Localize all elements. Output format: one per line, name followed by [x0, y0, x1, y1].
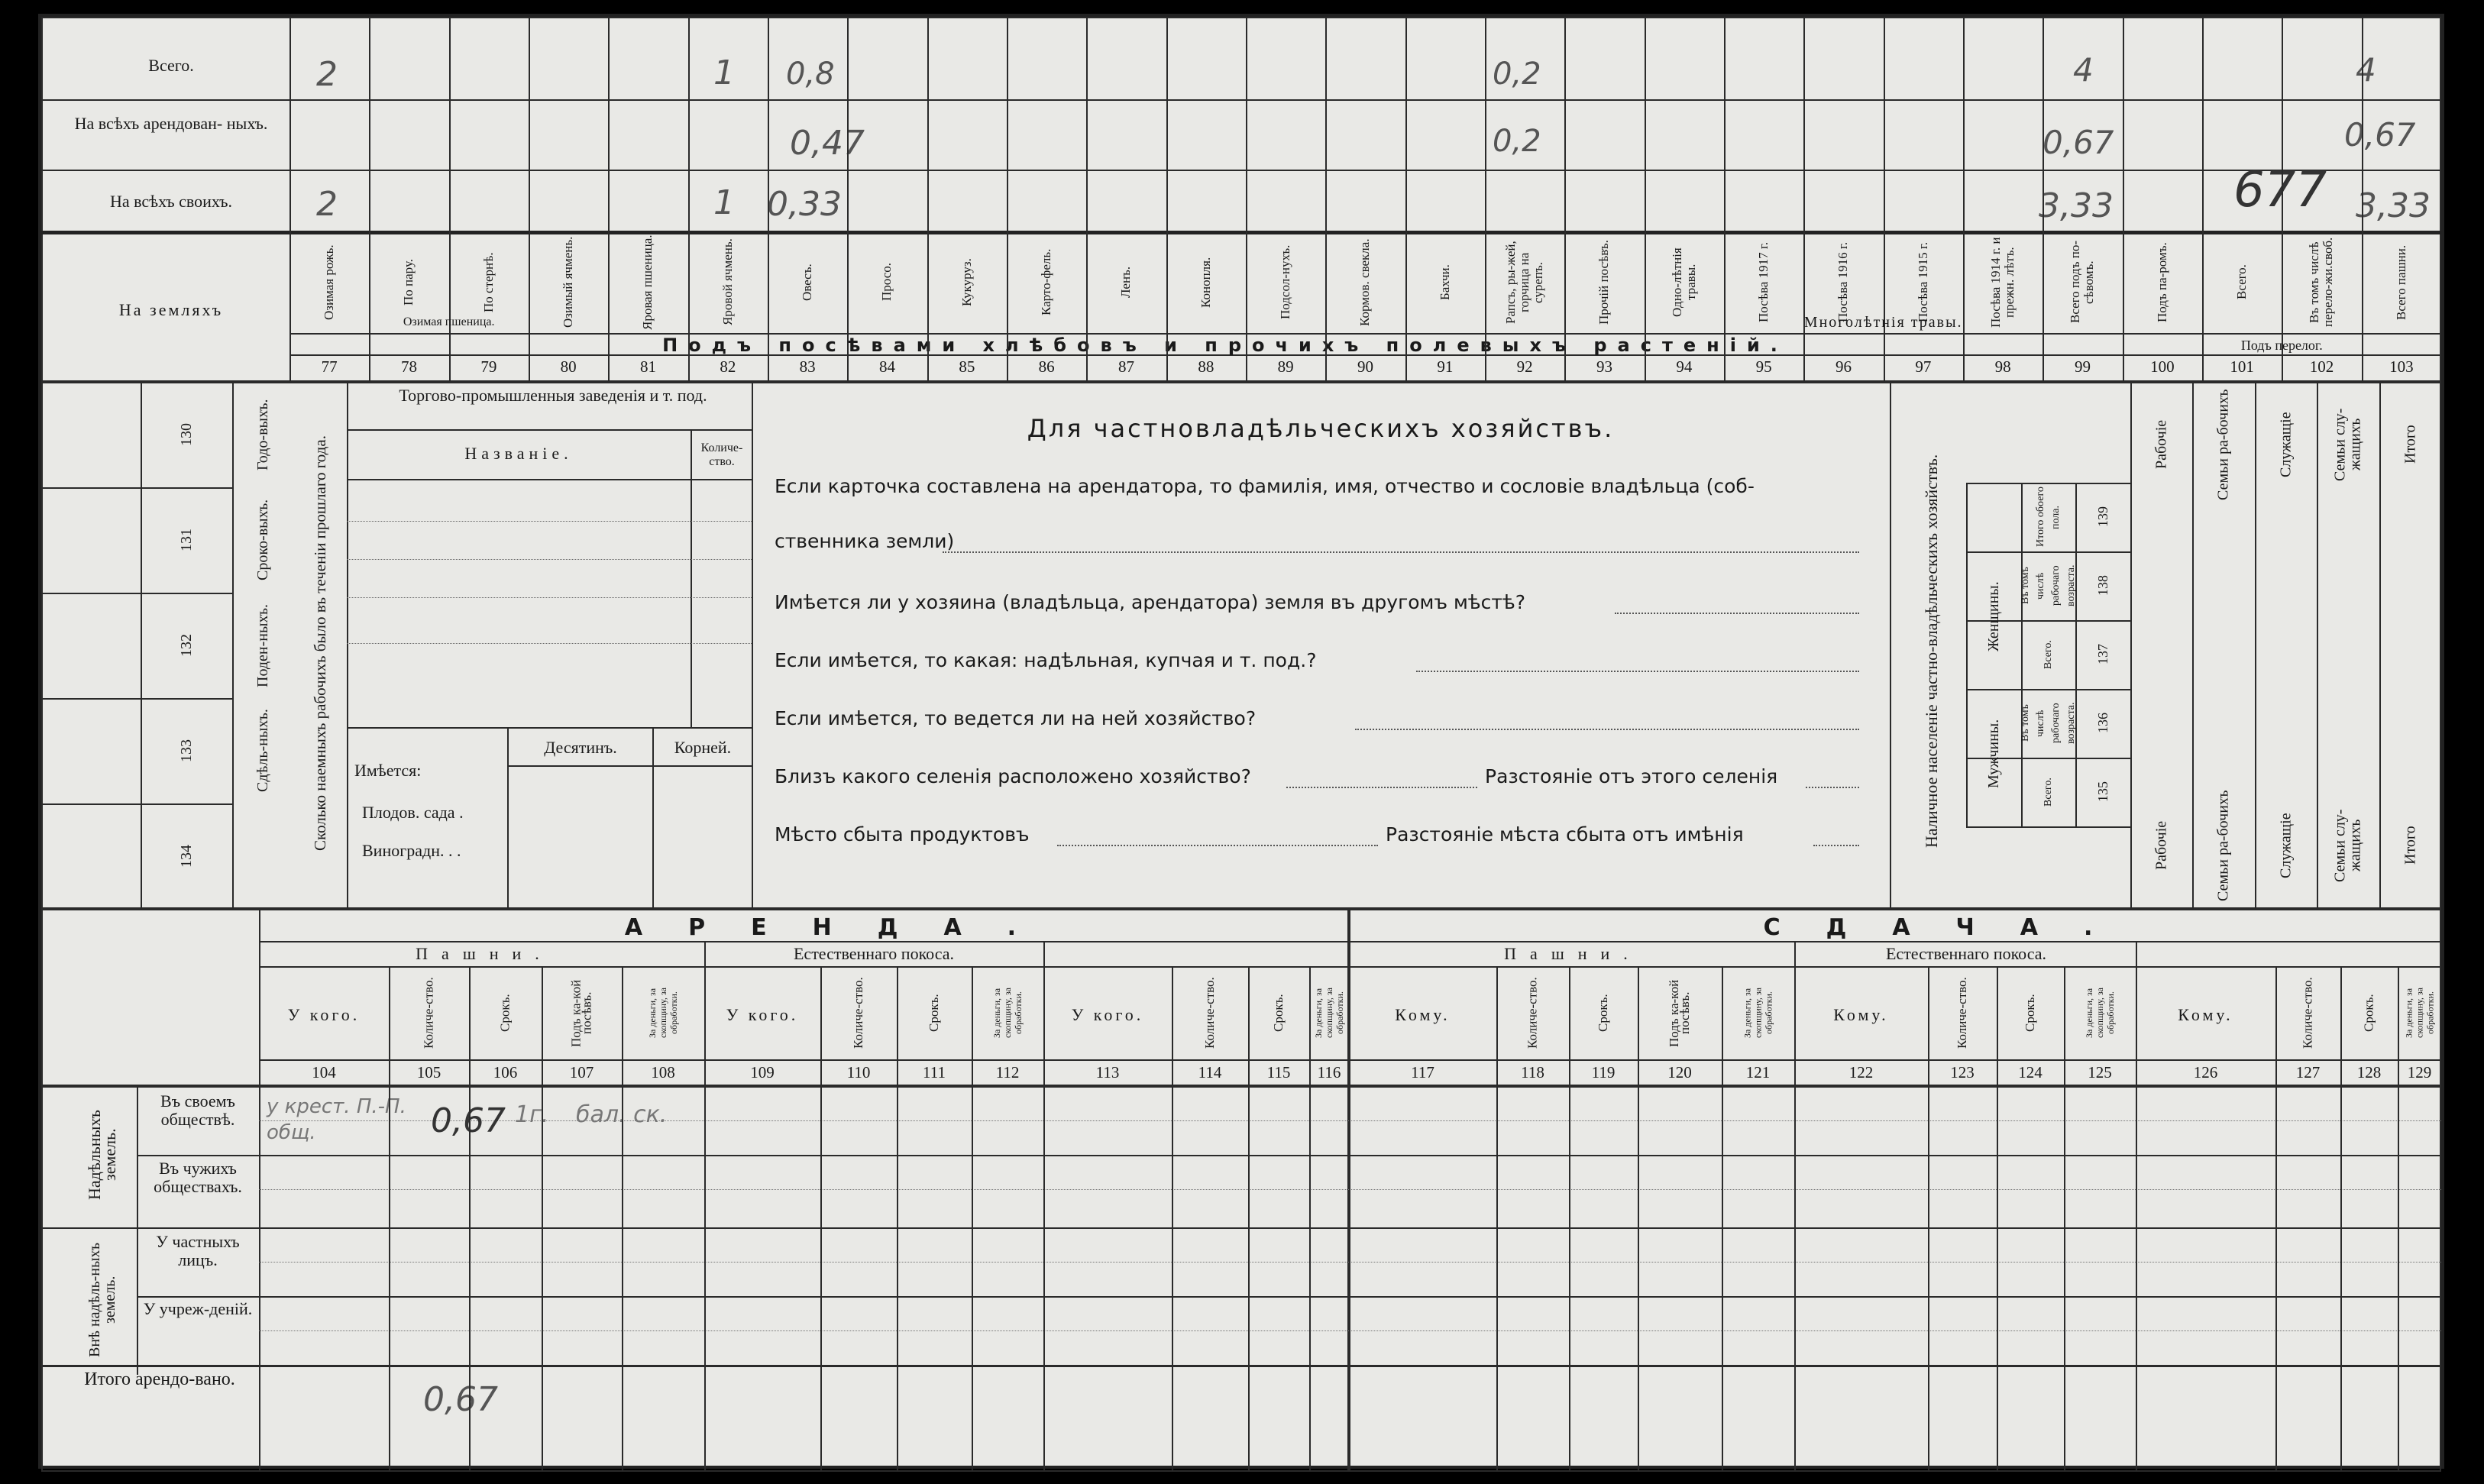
col-divider — [752, 382, 753, 909]
top-col-number: 99 — [2074, 357, 2091, 376]
trade-name-header: Названіе. — [464, 444, 573, 463]
bottom-col-number: 119 — [1591, 1063, 1616, 1081]
top-col-header: Посѣва 1915 г. — [1915, 241, 1930, 323]
row-institutions: У учреж-деній. — [143, 1299, 253, 1318]
arenda-header: АРЕНДА. — [624, 914, 1062, 941]
bottom-col-header: Подъ ка-кой посѣвъ. — [1667, 979, 1692, 1047]
question-6: Мѣсто сбыта продуктовъ — [775, 823, 1030, 845]
top-col-number: 83 — [799, 357, 816, 376]
bottom-col-header: Срокъ. — [927, 994, 941, 1033]
bottom-col-number: 113 — [1095, 1063, 1120, 1081]
answer-line — [1416, 671, 1859, 672]
bottom-col-number: 127 — [2295, 1063, 2321, 1081]
top-col-number: 100 — [2150, 357, 2175, 376]
top-col-header: Конопля. — [1198, 257, 1213, 308]
hw-value: 0,33 — [767, 185, 842, 224]
hw-value: 3,33 — [2039, 186, 2114, 225]
dotted-line — [347, 521, 752, 522]
bottom-col-header: Подъ ка-кой посѣвъ. — [568, 979, 594, 1047]
hw-conditions: бал. ск. — [576, 1101, 668, 1128]
bottom-col-header: Кому. — [1833, 1005, 1889, 1024]
hw-total: 0,67 — [423, 1380, 498, 1419]
right-header-bottom: Семьи слу-жащихъ — [2331, 809, 2364, 882]
row-divider — [41, 698, 232, 700]
col-divider — [347, 382, 348, 909]
bottom-col-header: Количе-ство. — [1955, 977, 1969, 1049]
top-col-header: Просо. — [879, 263, 894, 302]
question-3: Если имѣется, то какая: надѣльная, купчая и т. под.? — [775, 649, 1317, 671]
answer-line — [1813, 845, 1859, 846]
top-col-header: Одно-лѣтнія травы. — [1669, 247, 1698, 317]
vne-nadel-caption: Внѣ надѣль-ныхъ земель. — [86, 1243, 118, 1357]
hw-value: 3,33 — [2356, 186, 2431, 225]
bottom-col-number: 105 — [416, 1063, 441, 1081]
hw-value: 1 — [713, 183, 735, 222]
right-header-bottom: Рабочіе — [2152, 820, 2170, 871]
pokos-caption: Естественнаго покоса. — [793, 944, 954, 963]
right-header-bottom: Итого — [2402, 826, 2419, 865]
top-col-header: Карто-фель. — [1039, 248, 1054, 316]
right-header-top: Семьи слу-жащихъ — [2331, 408, 2364, 481]
has-label: Имѣется: — [354, 761, 422, 780]
row-divider — [41, 803, 232, 805]
top-col-number: 102 — [2309, 357, 2334, 376]
top-col-header: Подъ па-ромъ. — [2154, 242, 2169, 322]
bottom-col-number: 107 — [569, 1063, 594, 1081]
top-col-number: 90 — [1357, 357, 1373, 376]
bottom-col-number: 122 — [1848, 1063, 1874, 1081]
bottom-col-number: 116 — [1317, 1063, 1341, 1081]
bottom-col-header: Количе-ство. — [1202, 977, 1217, 1049]
pokos-caption: Естественнаго покоса. — [1885, 944, 2046, 963]
top-col-header: Посѣва 1916 г. — [1836, 241, 1851, 323]
bottom-col-header: Срокъ. — [1271, 994, 1286, 1033]
bottom-col-number: 104 — [312, 1063, 336, 1081]
right-header-top: Рабочіе — [2152, 419, 2170, 470]
row-divider — [41, 170, 2441, 171]
group-divider — [2136, 941, 2137, 966]
bottom-col-header: Количе-ство. — [1525, 977, 1540, 1049]
hired-workers-caption: Сколько наемныхъ рабочихъ было въ теченіи прошлаго года. — [311, 435, 329, 851]
top-col-header: Посѣва 1917 г. — [1756, 241, 1771, 323]
row-label-total: Всего. — [148, 56, 194, 75]
bottom-col-number: 121 — [1745, 1063, 1771, 1081]
top-col-header: Кормов. свекла. — [1357, 238, 1373, 326]
bottom-col-number: 117 — [1411, 1063, 1434, 1081]
row-divider — [1966, 826, 2130, 828]
col-divider — [704, 966, 706, 1472]
hw-value: 0,67 — [2344, 116, 2416, 154]
row-divider — [1966, 483, 2130, 484]
hw-value: 0,2 — [1493, 124, 1541, 159]
col-divider — [691, 429, 692, 727]
top-col-number: 82 — [720, 357, 736, 376]
hw-value: 4 — [2073, 51, 2094, 89]
bottom-col-number: 106 — [493, 1063, 518, 1081]
answer-line — [1806, 787, 1859, 788]
pop-number: 137 — [2095, 644, 2111, 665]
row-divider — [259, 941, 2441, 942]
worker-number: 130 — [178, 423, 195, 446]
top-col-number: 98 — [1994, 357, 2011, 376]
wheat-caption: Озимая пшеница. — [403, 315, 495, 328]
desyatin-header: Десятинъ. — [544, 738, 617, 757]
row-divider — [347, 727, 752, 729]
answer-line — [943, 551, 1859, 553]
bottom-col-number: 118 — [1521, 1063, 1544, 1081]
top-col-header: Кукуруз. — [959, 258, 974, 306]
pop-label: Всего. — [2042, 778, 2054, 807]
top-col-number: 79 — [480, 357, 497, 376]
answer-line — [1355, 729, 1859, 730]
hw-value: 0,2 — [1493, 57, 1541, 92]
col-divider — [1890, 382, 1891, 909]
bottom-col-number: 120 — [1667, 1063, 1692, 1081]
bottom-col-header: Срокъ. — [1596, 994, 1610, 1033]
row-private: У частныхъ лицъ. — [156, 1232, 240, 1269]
bottom-col-header: Количе-ство. — [851, 977, 865, 1049]
bottom-col-header: Срокъ. — [497, 994, 513, 1033]
top-col-number: 92 — [1516, 357, 1533, 376]
top-col-header: Яровая пшеница. — [640, 234, 655, 330]
under-crops-caption: Подъ посѣвами хлѣбовъ и прочихъ полевыхъ растеній. — [662, 335, 1788, 356]
bottom-col-header: У кого. — [726, 1005, 799, 1024]
worker-type: Годо-выхъ. — [254, 399, 271, 470]
men-label: Мужчины. — [1984, 719, 2002, 789]
col-divider — [1349, 966, 1350, 1472]
hw-lessor: у крест. П.-П. общ. — [267, 1095, 406, 1144]
perennial-caption: Многолѣтнія травы. — [1803, 314, 1963, 331]
row-other-society: Въ чужихъ обществахъ. — [154, 1159, 242, 1196]
group-divider — [1043, 941, 1045, 966]
row-divider — [41, 1365, 2441, 1367]
top-col-header: Всего подъ по-сѣвомъ. — [2068, 241, 2097, 324]
row-divider — [41, 487, 232, 489]
top-col-header: По стернѣ. — [480, 252, 496, 312]
worker-number: 134 — [178, 845, 195, 868]
top-col-header: Всего пашни. — [2393, 244, 2408, 320]
top-col-header: Озимая рожь. — [322, 244, 337, 320]
bottom-col-header: Количе-ство. — [421, 977, 436, 1049]
top-col-header: Бахчи. — [1437, 264, 1452, 300]
top-col-number: 85 — [959, 357, 975, 376]
top-col-number: 89 — [1277, 357, 1294, 376]
top-col-number: 95 — [1755, 357, 1772, 376]
top-col-header: Озимый ячмень. — [561, 236, 576, 328]
bottom-col-header: У кого. — [1071, 1005, 1144, 1024]
top-col-number: 84 — [878, 357, 895, 376]
top-col-header: Прочій посѣвъ. — [1596, 240, 1612, 325]
top-col-number: 91 — [1437, 357, 1454, 376]
bottom-col-header: Кому. — [2178, 1005, 2233, 1024]
hw-value: 4 — [2356, 51, 2376, 89]
hw-term: 1г. — [515, 1101, 549, 1128]
pashni-caption: Пашни. — [416, 944, 553, 963]
hw-value: 2 — [316, 185, 338, 224]
sdacha-header: СДАЧА. — [1763, 914, 2139, 941]
dotted-line — [347, 559, 752, 560]
bottom-col-number: 129 — [2407, 1063, 2432, 1081]
worker-type: Сдѣль-ныхъ. — [254, 709, 271, 793]
question-1b: ственника земли) — [775, 530, 955, 552]
vineyard-label: Виноградн. . . — [362, 841, 461, 860]
pop-label: Всего. — [2042, 640, 2054, 669]
bottom-col-header: За деньги, за скопщину, за обработки. — [991, 988, 1024, 1039]
pashni-caption: Пашни. — [1504, 944, 1641, 963]
row-divider — [41, 99, 2441, 101]
bottom-col-header: Срокъ. — [2023, 994, 2037, 1033]
bottom-col-number: 110 — [846, 1063, 871, 1081]
answer-line — [1286, 787, 1477, 788]
row-divider — [41, 593, 232, 594]
hw-value: 2 — [316, 55, 338, 94]
bottom-col-header: За деньги, за скопщину, за обработки. — [647, 988, 679, 1039]
bottom-col-header: За деньги, за скопщину, за обработки. — [2084, 988, 2116, 1039]
dotted-line — [347, 597, 752, 598]
bottom-col-number: 125 — [2088, 1063, 2112, 1081]
top-col-header: Подсол-нухъ. — [1278, 244, 1293, 320]
pop-number: 136 — [2095, 713, 2111, 734]
top-col-header: Ленъ. — [1118, 266, 1134, 299]
population-caption: Наличное населеніе частно-владѣльческихъ хозяйствъ. — [1922, 454, 1941, 848]
row-label-rented: На всѣхъ арендован- ныхъ. — [74, 114, 268, 133]
col-divider — [1043, 966, 1045, 1472]
question-6b: Разстояніе мѣста сбыта отъ имѣнія — [1386, 823, 1744, 845]
worker-type: Сроко-выхъ. — [254, 499, 271, 581]
top-col-number: 94 — [1676, 357, 1693, 376]
worker-number: 131 — [178, 529, 195, 551]
bottom-col-number: 114 — [1198, 1063, 1222, 1081]
answer-line — [1057, 845, 1378, 846]
question-2: Имѣется ли у хозяина (владѣльца, арендатора) земля въ другомъ мѣстѣ? — [775, 591, 1526, 613]
pop-label: Итого обоего пола. — [2034, 487, 2062, 548]
census-card — [38, 14, 2444, 1469]
top-col-header: Всего. — [2234, 264, 2250, 300]
pop-number: 138 — [2095, 575, 2111, 597]
women-label: Женщины. — [1984, 581, 2002, 651]
right-header-top: Семьи ра-бочихъ — [2215, 389, 2233, 500]
bottom-col-header: За деньги, за скопщину, за обработки. — [2403, 988, 2436, 1039]
section-label-lands: На земляхъ — [118, 300, 224, 319]
bottom-col-header: У кого. — [287, 1005, 361, 1024]
top-col-number: 97 — [1915, 357, 1932, 376]
pop-label: Въ томъ числѣ рабочаго возраста. — [2019, 564, 2077, 607]
col-divider — [1794, 966, 1796, 1472]
right-header-top: Итого — [2402, 425, 2419, 464]
row-divider — [41, 1227, 2441, 1229]
hw-value: 0,47 — [790, 124, 865, 163]
question-5b: Разстояніе отъ этого селенія — [1485, 765, 1778, 787]
pop-number: 139 — [2095, 506, 2111, 528]
dotted-line — [347, 643, 752, 644]
row-divider — [137, 1155, 2441, 1156]
bottom-col-number: 126 — [2193, 1063, 2218, 1081]
row-own-society: Въ своемъ обществѣ. — [160, 1091, 235, 1129]
top-col-number: 101 — [2230, 357, 2254, 376]
bottom-col-header: За деньги, за скопщину, за обработки. — [1313, 988, 1345, 1039]
hw-value: 0,8 — [786, 57, 835, 92]
bottom-col-number: 115 — [1266, 1063, 1291, 1081]
row-divider — [41, 1085, 2441, 1088]
trade-qty-header: Количе-ство. — [700, 441, 743, 468]
top-col-number: 87 — [1117, 357, 1134, 376]
right-header-bottom: Семьи ра-бочихъ — [2215, 790, 2233, 901]
right-header-top: Служащіе — [2277, 412, 2295, 477]
bottom-col-number: 128 — [2356, 1063, 2382, 1081]
bottom-col-header: За деньги, за скопщину, за обработки. — [1742, 988, 1774, 1039]
top-col-number: 80 — [560, 357, 577, 376]
bottom-col-number: 112 — [995, 1063, 1020, 1081]
top-col-header: По пару. — [401, 259, 416, 306]
col-divider — [141, 382, 142, 909]
top-col-number: 93 — [1596, 357, 1612, 376]
question-5: Близъ какого селенія расположено хозяйство? — [775, 765, 1251, 787]
bottom-col-number: 108 — [651, 1063, 675, 1081]
bottom-col-header: Срокъ. — [2361, 994, 2376, 1033]
worker-number: 133 — [178, 739, 195, 762]
bottom-col-number: 124 — [2018, 1063, 2043, 1081]
bottom-col-number: 111 — [923, 1063, 946, 1081]
group-divider — [1794, 941, 1796, 966]
row-divider — [507, 765, 752, 767]
private-title: Для частновладѣльческихъ хозяйствъ. — [1027, 414, 1615, 443]
top-col-header: Посѣва 1914 г. и прежн. лѣтъ. — [1988, 237, 2017, 328]
trade-title: Торгово-промышленныя заведенія и т. под. — [399, 386, 707, 405]
top-col-number: 88 — [1198, 357, 1215, 376]
col-divider — [259, 909, 260, 1472]
orchard-label: Плодов. сада . — [362, 803, 464, 822]
top-col-number: 77 — [321, 357, 338, 376]
bottom-col-number: 123 — [1950, 1063, 1975, 1081]
col-divider — [232, 382, 234, 909]
top-col-header: Яровой ячмень. — [720, 238, 735, 326]
row-total-rented: Итого арендо-вано. — [84, 1369, 235, 1389]
hw-value: 1 — [713, 53, 735, 92]
nadel-caption: Надѣльныхъ земель. — [85, 1110, 119, 1200]
pop-number: 135 — [2095, 781, 2111, 803]
row-label-own: На всѣхъ своихъ. — [110, 192, 232, 211]
question-1: Если карточка составлена на арендатора, то фамилія, имя, отчество и сословіе владѣльца (соб- — [775, 475, 1755, 497]
bottom-col-header: Количе-ство. — [2300, 977, 2315, 1049]
worker-number: 132 — [178, 634, 195, 657]
top-col-number: 96 — [1835, 357, 1852, 376]
top-col-header: Овесъ. — [800, 263, 815, 301]
hw-qty: 0,67 — [431, 1101, 506, 1140]
answer-line — [1615, 613, 1859, 614]
right-header-bottom: Служащіе — [2277, 813, 2295, 878]
top-col-header: Въ томъ числѣ перело-жи.своб. — [2307, 237, 2336, 328]
top-col-number: 86 — [1038, 357, 1055, 376]
top-col-header: Рапсъ, ры-жей, горчица на сурепъ. — [1503, 241, 1546, 324]
hw-scribble: 677 — [2233, 162, 2327, 218]
question-4: Если имѣется, то ведется ли на ней хозяйство? — [775, 707, 1257, 729]
col-divider — [2136, 966, 2137, 1472]
row-divider — [137, 1296, 2441, 1298]
col-divider — [137, 1085, 138, 1375]
fallow-caption: Подъ перелог. — [2240, 338, 2323, 353]
pop-label: Въ томъ числѣ рабочаго возраста. — [2019, 702, 2077, 745]
hw-value: 0,67 — [2043, 124, 2114, 161]
top-col-number: 103 — [2389, 357, 2414, 376]
top-col-number: 81 — [639, 357, 656, 376]
worker-type: Поден-ныхъ. — [254, 603, 271, 687]
korney-header: Корней. — [674, 738, 732, 757]
bottom-col-header: Кому. — [1395, 1005, 1451, 1024]
top-col-number: 78 — [400, 357, 417, 376]
bottom-col-number: 109 — [750, 1063, 775, 1081]
